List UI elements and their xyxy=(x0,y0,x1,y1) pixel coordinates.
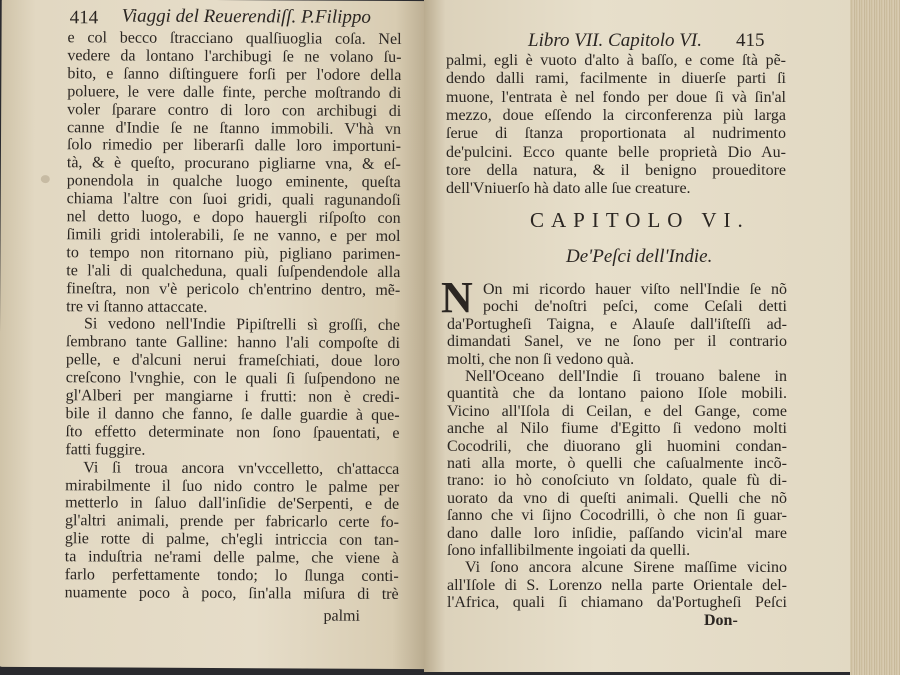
text-line: to tempo non ritornano più, pigliano parimen- xyxy=(66,244,401,263)
text-line: glie rotte di palme, ch'egli intriccia con tan- xyxy=(64,530,399,550)
running-header: Libro VII. Capitolo VI. xyxy=(528,30,702,51)
page-number: 415 xyxy=(736,30,765,51)
text-line: molti, che non ſi vedono quà. xyxy=(447,350,635,368)
text-line: pochi de'noſtri peſci, come Ceſali detti xyxy=(483,298,787,316)
text-line: dano dalle loro inſidie, paſſando vicin'al mare xyxy=(447,524,787,542)
text-line: da'Portugheſi Taigna, e Alauſe dall'iſteſſi ad- xyxy=(447,315,787,333)
text-line: fineſtra, non v'è pericolo ch'entrino dentro, mẽ- xyxy=(66,279,401,299)
text-line: e col becco ſtracciano qualſiuoglia coſa. Nel xyxy=(67,29,402,48)
text-line: nuamente poco à poco, ſin'alla miſura di trè xyxy=(64,584,399,603)
text-line: metterlo in ſaluo dall'inſidie de'Serpenti, e de xyxy=(65,494,400,514)
text-line: uorato da vno di queſti animali. Quelli che nõ xyxy=(447,489,787,507)
text-line: nati alla morte, ò quelli che caſualmente incõ- xyxy=(447,455,787,472)
text-line: chiama l'altre con ſuoi gridi, quali ragunandoſi xyxy=(66,190,401,210)
text-line: ſerue di ſtanza proportionata al nudrimento xyxy=(446,125,786,143)
text-line: muone, l'entrata è nel fondo per doue ſi và ſin'al xyxy=(446,88,786,106)
text-line: bile il danno che fanno, ſe dalle guardie à que- xyxy=(65,405,400,424)
text-line: farlo perfettamente tondo; lo ſlunga conti- xyxy=(64,566,399,585)
catchword: palmi xyxy=(323,607,361,625)
text-line: gl'altri animali, prende per fabricarlo certe fo- xyxy=(64,512,400,532)
text-line: Cocodrili, che diuorano gli huomini condan- xyxy=(447,437,787,455)
text-line: ſembrano tante Galline: hanno l'ali compoſte di xyxy=(65,333,400,353)
text-line: mirabilmente il ſuo nido contro le palme per xyxy=(65,476,400,496)
text-line: te l'ali di qualcheduna, quali ſuſpendendole alla xyxy=(66,261,401,281)
text-line: pelle, e d'alcuni nerui frameſchiati, doue loro xyxy=(65,351,400,371)
text-line: bito, e ſanno diſtinguere forſi per l'odore della xyxy=(67,65,402,84)
text-line: dimandati Sanel, ve ne ſono per il contrario xyxy=(447,333,787,351)
text-line: ſimili gridi intolerabili, ſe ne vanno, e per mol xyxy=(66,226,401,245)
text-line: de'pulcini. Ecco quante belle proprietà Dio Au- xyxy=(446,143,786,161)
chapter-subtitle: De'Peſci dell'Indie. xyxy=(566,246,713,267)
text-line: ponendola in qualche luogo eminente, queſta xyxy=(66,172,401,192)
text-line: Vicino all'Iſola di Ceilan, e del Gange, come xyxy=(447,402,787,420)
text-line: ta induſtria ne'rami delle palme, che viene à xyxy=(64,548,399,568)
text-line: tà, & è queſto, procurano pigliarne vna, & eſ- xyxy=(66,154,401,174)
text-line: Si vedono nell'Indie Pipiſtrelli sì groſſi, che xyxy=(84,315,401,335)
text-line: nel detto luogo, e dopo hauergli riſpoſto con xyxy=(66,208,401,227)
text-line: palmi, egli è vuoto d'alto à baſſo, e come ſtà pẽ- xyxy=(446,52,786,69)
text-line: poluere, le vere dalle finte, perche moſtrando di xyxy=(67,82,402,102)
drop-cap: N xyxy=(441,273,473,322)
text-line: quantità che da lontano paiono Iſole mobili. xyxy=(447,385,787,403)
text-line: tre vi ſtanno attaccate. xyxy=(66,297,208,316)
text-line: vedere da lontano l'archibugi ſe ne volano ſu- xyxy=(67,47,402,66)
page-number: 414 xyxy=(69,7,99,29)
text-line: dell'Vniuerſo hà dato alle ſue creature. xyxy=(446,180,691,198)
text-line: ſolo rimedio per liberarſi dalle loro importuni- xyxy=(66,136,402,156)
text-line: mezzo, doue eſſendo la circonferenza più larga xyxy=(446,106,786,124)
left-page xyxy=(0,0,430,669)
text-line: dendo dalli rami, facilmente in diuerſe parti ſi xyxy=(446,70,786,88)
text-line: ſono infallibilmente ingoiati da quelli. xyxy=(447,542,691,559)
text-line: all'Iſole di S. Lorenzo nella parte Orientale del- xyxy=(447,576,787,594)
page-edges xyxy=(850,0,900,675)
catchword: Don- xyxy=(704,612,738,629)
text-line: On mi ricordo hauer viſto nell'Indie ſe nõ xyxy=(483,281,787,298)
ink-stain xyxy=(41,175,50,183)
running-header: Viaggi del Reuerendiſſ. P.Filippo xyxy=(121,5,371,28)
chapter-title: CAPITOLO VI. xyxy=(530,208,750,232)
text-line: Vi ſi troua ancora vn'vccelletto, ch'attacca xyxy=(83,458,400,478)
text-line: tore della natura, & il benigno proueditore xyxy=(446,161,786,179)
text-line: canne d'Indie ſe ne ſtanno immobili. V'hà vn xyxy=(67,118,402,138)
text-line: Nell'Oceano dell'Indie ſi trouano balene in xyxy=(465,368,787,385)
text-line: gl'Alberi per mangiarne i frutti: non è credi- xyxy=(65,387,400,406)
text-line: l'Africa, quali ſi chiamano da'Portugheſi Peſci xyxy=(447,594,787,612)
text-line: Vi ſono ancora alcune Sirene maſſime vicino xyxy=(465,559,787,577)
text-line: ſanno che vi ſijno Cocodrilli, ò che non ſi guar- xyxy=(447,507,787,525)
text-line: voler ſparare contro di loro con archibugi di xyxy=(67,100,402,120)
text-line: trano: io hò conoſciuto vn ſoldato, quale fù di- xyxy=(447,472,787,490)
text-line: fatti fuggire. xyxy=(65,440,146,459)
text-line: anche al Nilo fiume d'Egitto ſi vedono molti xyxy=(447,420,787,438)
text-line: creſcono l'vnghie, con le quali ſi ſuſpendono ne xyxy=(65,369,400,389)
text-line: ſto effetto determinate non ſono ſpauentati, e xyxy=(65,423,400,442)
